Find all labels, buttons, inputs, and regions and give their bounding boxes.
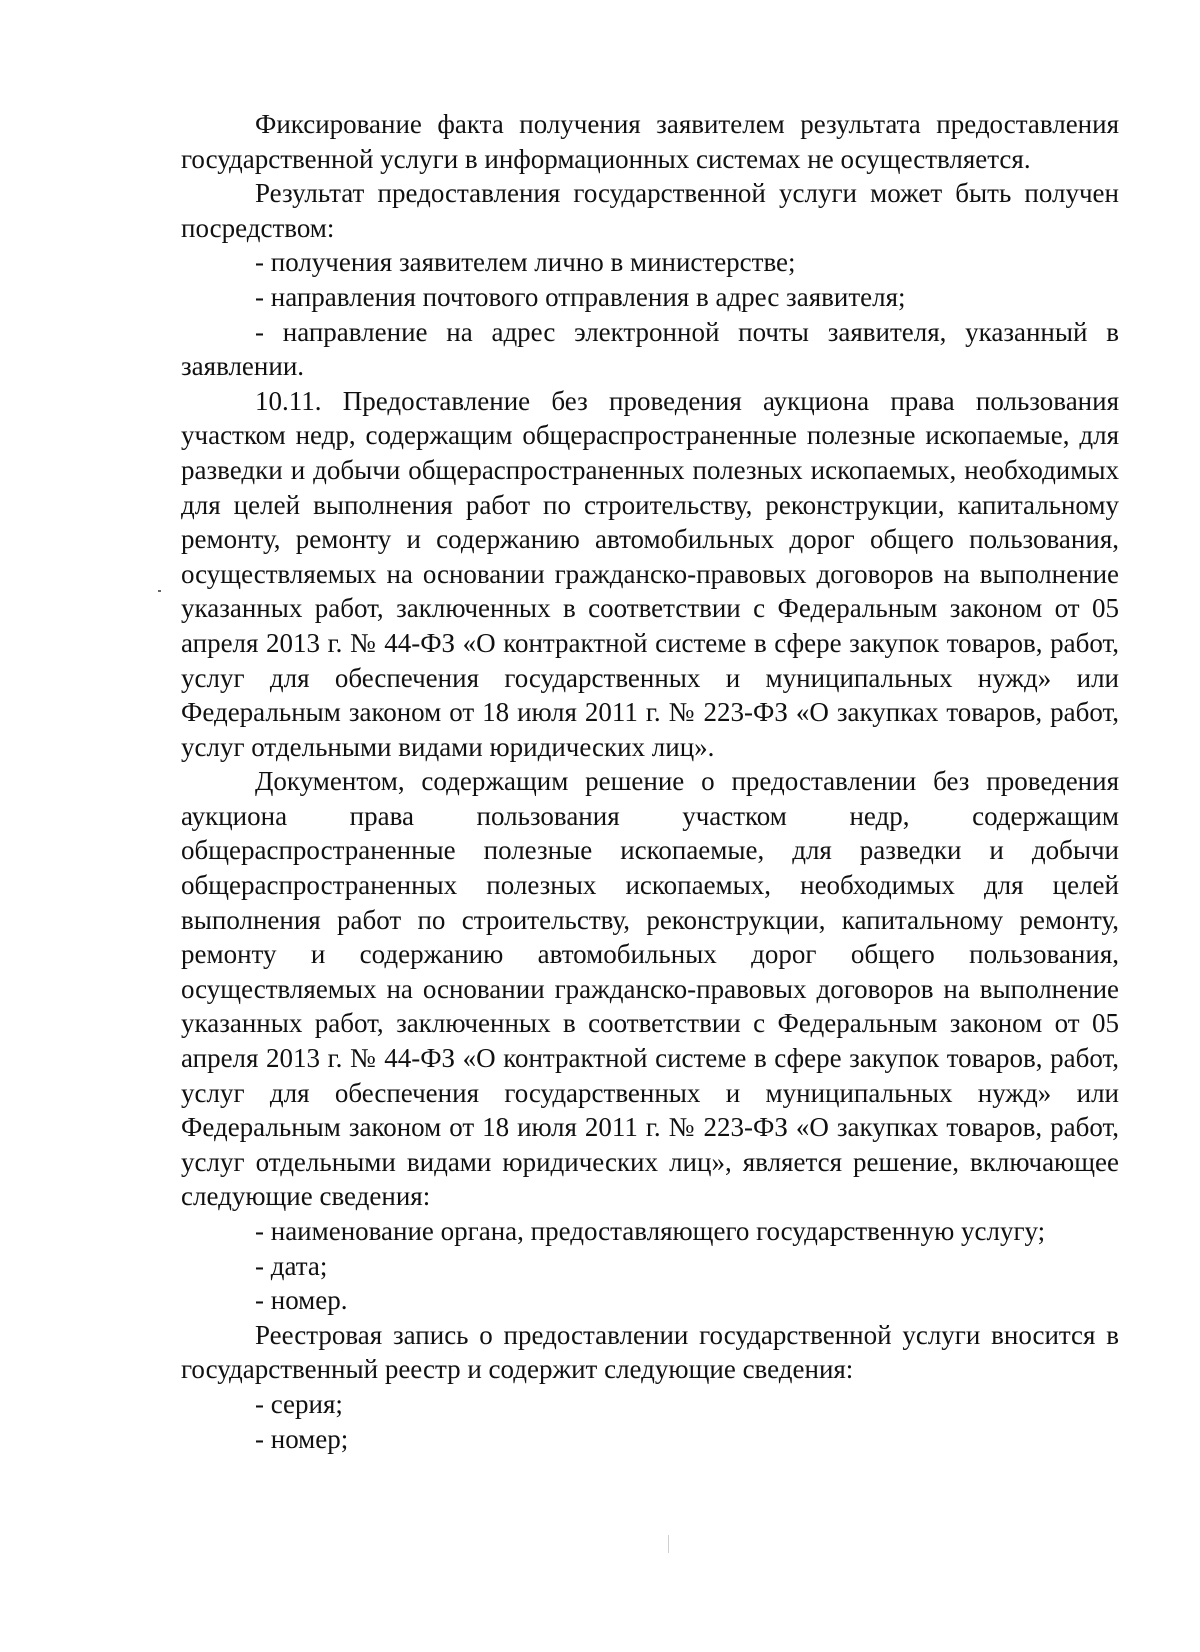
- scan-artifact-line: [668, 1535, 669, 1553]
- list-item-in-person: - получения заявителем лично в министерстве;: [255, 247, 796, 278]
- list-item-email: - направление на адрес электронной почты заявителя, указанный в заявлении.: [181, 316, 1119, 382]
- paragraph-section-10-11: 10.11. Предоставление без проведения аукциона права пользования участком недр, содержащим общераспространенные полезные ископаемые, для разведки и добычи общераспространенных полезных ископаемых, необходимых для целей выполнения работ по строительству, реконструкции, капитальному ремонту, ремонту и содержанию автомобильных дорог общего пользования, осуществляемых на основании гражданско-правовых договоров на выполнение указанных работ, заключенных в соответствии с Федеральным законом от 05 апреля 2013 г. № 44-ФЗ «О контрактной системе в сфере закупок товаров, работ, услуг для обеспечения государственных и муниципальных нужд» или Федеральным законом от 18 июля 2011 г. № 223-ФЗ «О закупках товаров, работ, услуг отдельными видами юридических лиц».: [181, 385, 1119, 762]
- list-item-authority-name: - наименование органа, предоставляющего государственную услугу;: [255, 1216, 1046, 1246]
- paragraph-registry-record: Реестровая запись о предоставлении государственной услуги вносится в государственный реестр и содержит следующие сведения:: [181, 1319, 1119, 1385]
- list-item-date: - дата;: [255, 1250, 328, 1281]
- paragraph-decision-document: Документом, содержащим решение о предоставлении без проведения аукциона права пользования участком недр, содержащим общераспространенные полезные ископаемые, для разведки и добычи общераспространенных полезных ископаемых, необходимых для целей выполнения работ по строительству, реконструкции, капитальному ремонту, ремонту и содержанию автомобильных дорог общего пользования, осуществляемых на основании гражданско-правовых договоров на выполнение указанных работ, заключенных в соответствии с Федеральным законом от 05 апреля 2013 г. № 44-ФЗ «О контрактной системе в сфере закупок товаров, работ, услуг для обеспечения государственных и муниципальных нужд» или Федеральным законом от 18 июля 2011 г. № 223-ФЗ «О закупках товаров, работ, услуг отдельными видами юридических лиц», является решение, включающее следующие сведения:: [181, 766, 1119, 1212]
- list-item-registry-number: - номер;: [255, 1423, 349, 1454]
- list-item-number: - номер.: [255, 1285, 348, 1316]
- paragraph-result-methods: Результат предоставления государственной услуги может быть получен посредством:: [181, 178, 1119, 243]
- list-item-series: - серия;: [255, 1388, 343, 1419]
- list-item-postal: - направления почтового отправления в адрес заявителя;: [255, 281, 906, 312]
- scan-speck: [158, 590, 161, 592]
- paragraph-receipt-not-recorded: Фиксирование факта получения заявителем результата предоставления государственной услуги в информационных системах не осуществляется.: [181, 109, 1119, 174]
- document-page: [181, 107, 1119, 1456]
